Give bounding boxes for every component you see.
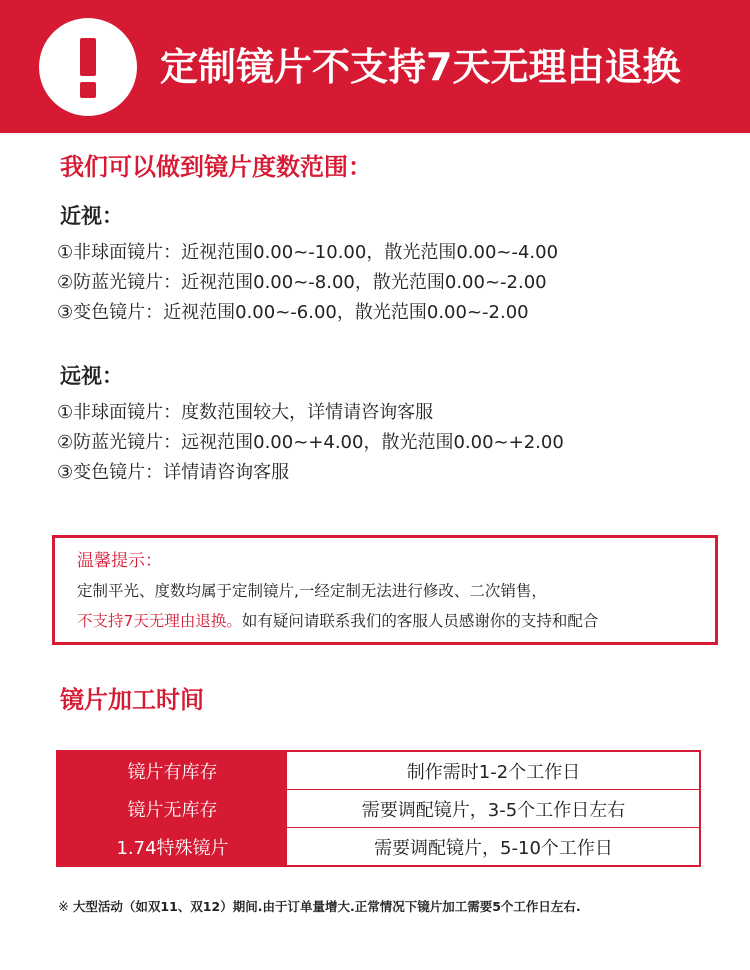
table-row bbox=[58, 752, 699, 790]
notice-line-1: 定制平光、度数均属于定制镜片,一经定制无法进行修改、二次销售， bbox=[77, 582, 547, 600]
footnote-text: 大型活动（如双11、双12）期间.由于订单量增大.正常情况下镜片加工需要5个工作日左右. bbox=[72, 899, 581, 914]
notice-box bbox=[52, 535, 718, 645]
table-row-value: 需要调配镜片，3-5个工作日左右 bbox=[361, 799, 626, 821]
hyperopia-item-1: ①非球面镜片：度数范围较大，详情请咨询客服 bbox=[57, 402, 434, 423]
processing-table bbox=[56, 750, 701, 867]
header-banner bbox=[0, 0, 750, 133]
notice-no-return-text: 不支持7天无理由退换。 bbox=[77, 612, 242, 630]
myopia-item-2: ②防蓝光镜片：近视范围0.00~-8.00，散光范围0.00~-2.00 bbox=[57, 272, 547, 293]
table-row-label: 1.74特殊镜片 bbox=[58, 828, 288, 865]
footnote bbox=[58, 898, 581, 917]
notice-contact-text: 如有疑问请联系我们的客服人员感谢你的支持和配合 bbox=[241, 612, 599, 630]
table-row-label: 镜片无库存 bbox=[58, 790, 288, 827]
warning-icon bbox=[39, 18, 137, 116]
warning-icon-dot bbox=[80, 82, 96, 98]
notice-line-2 bbox=[77, 610, 598, 632]
table-row-value: 需要调配镜片，5-10个工作日 bbox=[374, 837, 613, 859]
table-row bbox=[58, 790, 699, 828]
warning-icon-bar bbox=[80, 38, 96, 76]
table-row bbox=[58, 828, 699, 865]
myopia-item-3: ③变色镜片：近视范围0.00~-6.00，散光范围0.00~-2.00 bbox=[57, 302, 529, 323]
processing-section-title: 镜片加工时间 bbox=[60, 686, 204, 714]
notice-title: 温馨提示： bbox=[77, 551, 162, 571]
hyperopia-item-2: ②防蓝光镜片：远视范围0.00~+4.00，散光范围0.00~+2.00 bbox=[57, 432, 564, 453]
reference-mark-icon: ※ bbox=[58, 900, 69, 915]
hyperopia-item-3: ③变色镜片：详情请咨询客服 bbox=[57, 462, 290, 483]
myopia-item-1: ①非球面镜片：近视范围0.00~-10.00，散光范围0.00~-4.00 bbox=[57, 242, 559, 263]
hyperopia-heading: 远视： bbox=[60, 364, 123, 388]
range-section-title: 我们可以做到镜片度数范围： bbox=[60, 153, 372, 181]
banner-title: 定制镜片不支持7天无理由退换 bbox=[160, 45, 681, 89]
table-row-value: 制作需时1-2个工作日 bbox=[406, 761, 581, 783]
table-row-label: 镜片有库存 bbox=[58, 752, 288, 789]
myopia-heading: 近视： bbox=[60, 204, 123, 228]
